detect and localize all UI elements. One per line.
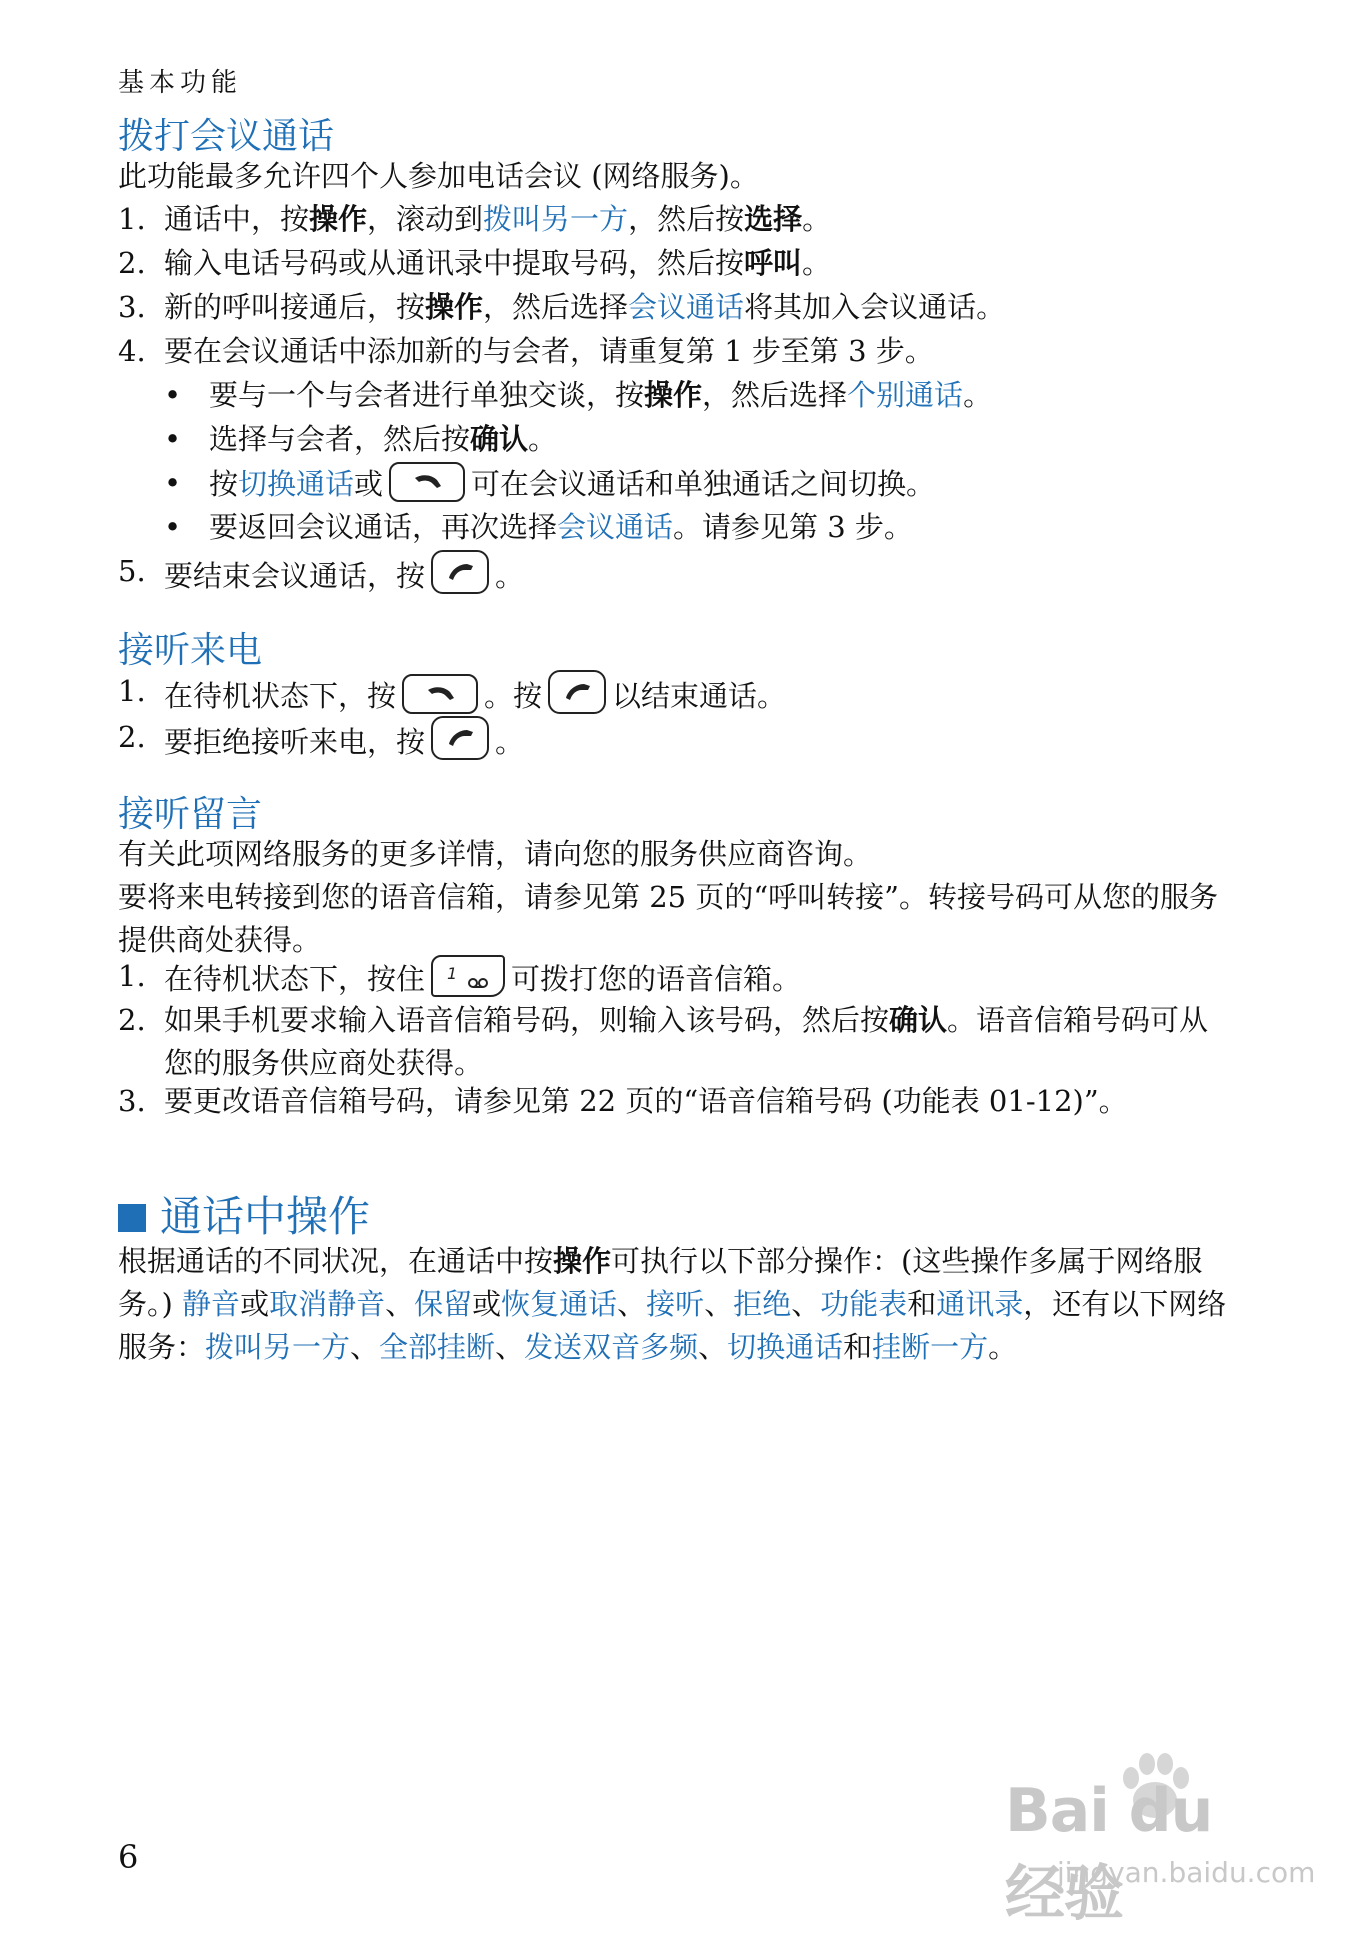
- text: 要结束会议通话，按: [164, 559, 426, 593]
- text: 、: [350, 1330, 380, 1364]
- voicemail-forward-info: 要将来电转接到您的语音信箱，请参见第 25 页的“呼叫转接”。转接号码可从您的服务提供商处获得。: [118, 880, 1218, 957]
- section-title-answer: 接听来电: [118, 630, 263, 671]
- in-call-options-paragraph: [118, 1240, 1228, 1369]
- softkey-label: 确认: [470, 422, 529, 456]
- bullet-dot: •: [164, 466, 182, 500]
- menu-term: 拨叫另一方: [483, 202, 629, 236]
- text: 可执行以下部分操作：(这些操作多属于网络服务。): [118, 1244, 1203, 1321]
- running-head: 基本功能: [118, 68, 243, 98]
- conference-bullet-1: [164, 374, 1228, 417]
- text: 可拨打您的语音信箱。: [511, 962, 802, 996]
- text: 。请参见第 3 步。: [673, 510, 913, 544]
- softkey-label: 操作: [553, 1244, 612, 1278]
- voicemail-step-3: [118, 1080, 1228, 1123]
- menu-term: 全部挂断: [379, 1330, 496, 1364]
- end-key-icon: [431, 716, 489, 760]
- conference-step-5: [118, 550, 1228, 598]
- conference-bullet-2: [164, 418, 1228, 461]
- conference-intro: 此功能最多允许四个人参加电话会议 (网络服务)。: [118, 159, 759, 193]
- text: 或: [240, 1287, 270, 1321]
- conference-step-4: [118, 330, 1228, 373]
- menu-term: 静音: [182, 1287, 241, 1321]
- text: 按: [209, 467, 239, 501]
- menu-term: 个别通话: [847, 378, 964, 412]
- text: 。: [528, 422, 558, 456]
- step-number: 2.: [118, 720, 146, 754]
- call-key-icon: [389, 462, 465, 502]
- conference-step-3: [118, 286, 1228, 329]
- text: 。: [963, 378, 993, 412]
- end-key-icon: [548, 670, 606, 714]
- section-title-conference: 拨打会议通话: [118, 116, 335, 157]
- menu-term: 取消静音: [269, 1287, 386, 1321]
- text: 、: [791, 1287, 821, 1321]
- text: ，还有以下网络服务：: [118, 1287, 1227, 1364]
- menu-term: 会议通话: [557, 510, 674, 544]
- text: ，然后选择: [483, 290, 629, 324]
- svg-text:1: 1: [447, 964, 458, 983]
- text: 和: [907, 1287, 937, 1321]
- key-1-voicemail-icon: [431, 955, 505, 997]
- conference-step-1: [118, 198, 1228, 241]
- bullet-dot: •: [164, 510, 182, 544]
- softkey-label: 呼叫: [744, 246, 803, 280]
- step-number: 3.: [118, 290, 146, 324]
- end-key-icon: [431, 550, 489, 594]
- section-square-icon: [118, 1204, 146, 1232]
- step-number: 2.: [118, 246, 146, 280]
- text: 根据通话的不同状况，在通话中按: [118, 1244, 554, 1278]
- watermark-url: jingyan.baidu.com: [1057, 1856, 1316, 1889]
- menu-term: 拒绝: [733, 1287, 792, 1321]
- text: 、: [385, 1287, 415, 1321]
- text: ，滚动到: [367, 202, 484, 236]
- text: 。: [802, 202, 832, 236]
- text: 如果手机要求输入语音信箱号码，则输入该号码，然后按: [164, 1003, 890, 1037]
- voicemail-step-1: [118, 955, 1228, 1001]
- text: 或: [354, 467, 384, 501]
- text: 。: [495, 725, 525, 759]
- section-title-text: 通话中操作: [160, 1192, 371, 1241]
- text: 要在会议通话中添加新的与会者，请重复第 1 步至第 3 步。: [164, 334, 934, 368]
- conference-bullet-4: [164, 506, 1228, 549]
- call-key-icon: [402, 674, 478, 714]
- text: 、: [704, 1287, 734, 1321]
- text: 。语音信箱号码可从您的服务供应商处获得。: [164, 1003, 1209, 1080]
- page-number: 6: [118, 1838, 139, 1876]
- softkey-label: 操作: [309, 202, 368, 236]
- menu-term: 切换通话: [238, 467, 355, 501]
- text: 在待机状态下，按住: [164, 962, 426, 996]
- text: 要拒绝接听来电，按: [164, 725, 426, 759]
- watermark-brand: Bai du 经验: [1005, 1776, 1213, 1929]
- text: 可在会议通话和单独通话之间切换。: [471, 467, 936, 501]
- step-number: 5.: [118, 554, 146, 588]
- baidu-watermark: [925, 1738, 1316, 1929]
- menu-term: 保留: [414, 1287, 473, 1321]
- step-number: 1.: [118, 959, 146, 993]
- softkey-label: 操作: [425, 290, 484, 324]
- text: 要与一个与会者进行单独交谈，按: [209, 378, 645, 412]
- section-title-voicemail: 接听留言: [118, 794, 263, 835]
- text: ，然后按: [628, 202, 745, 236]
- step-number: 3.: [118, 1084, 146, 1118]
- menu-term: 挂断一方: [872, 1330, 989, 1364]
- text: 将其加入会议通话。: [744, 290, 1006, 324]
- step-number: 2.: [118, 1003, 146, 1037]
- text: 。: [802, 246, 832, 280]
- step-number: 1.: [118, 202, 146, 236]
- menu-term: 恢复通话: [501, 1287, 618, 1321]
- voicemail-step-2: [118, 999, 1228, 1085]
- step-number: 4.: [118, 334, 146, 368]
- menu-term: 会议通话: [628, 290, 745, 324]
- softkey-label: 操作: [644, 378, 703, 412]
- menu-term: 切换通话: [727, 1330, 844, 1364]
- answer-step-2: [118, 716, 1228, 764]
- bullet-dot: •: [164, 422, 182, 456]
- menu-term: 接听: [646, 1287, 705, 1321]
- softkey-label: 选择: [744, 202, 803, 236]
- text: ，然后选择: [702, 378, 848, 412]
- menu-term: 功能表: [820, 1287, 908, 1321]
- text: 和: [843, 1330, 873, 1364]
- text: 。按: [484, 679, 543, 713]
- text: 在待机状态下，按: [164, 679, 397, 713]
- step-number: 1.: [118, 674, 146, 708]
- text: 输入电话号码或从通讯录中提取号码，然后按: [164, 246, 745, 280]
- text: 、: [495, 1330, 525, 1364]
- text: 以结束通话。: [612, 679, 787, 713]
- text: 要返回会议通话，再次选择: [209, 510, 558, 544]
- text: 要更改语音信箱号码，请参见第 22 页的“语音信箱号码 (功能表 01-12)”。: [164, 1084, 1128, 1118]
- softkey-label: 确认: [889, 1003, 948, 1037]
- text: 选择与会者，然后按: [209, 422, 471, 456]
- menu-term: 拨叫另一方: [205, 1330, 351, 1364]
- text: 通话中，按: [164, 202, 310, 236]
- bullet-dot: •: [164, 378, 182, 412]
- text: 。: [988, 1330, 1018, 1364]
- text: 、: [617, 1287, 647, 1321]
- text: 或: [472, 1287, 502, 1321]
- section-title-in-call: [118, 1184, 370, 1244]
- conference-step-2: [118, 242, 1228, 285]
- conference-bullet-3: [164, 462, 1228, 506]
- voicemail-info: 有关此项网络服务的更多详情，请向您的服务供应商咨询。: [118, 837, 873, 871]
- text: 。: [495, 559, 525, 593]
- text: 、: [698, 1330, 728, 1364]
- menu-term: 通讯录: [936, 1287, 1024, 1321]
- text: 新的呼叫接通后，按: [164, 290, 426, 324]
- answer-step-1: [118, 670, 1228, 718]
- menu-term: 发送双音多频: [524, 1330, 699, 1364]
